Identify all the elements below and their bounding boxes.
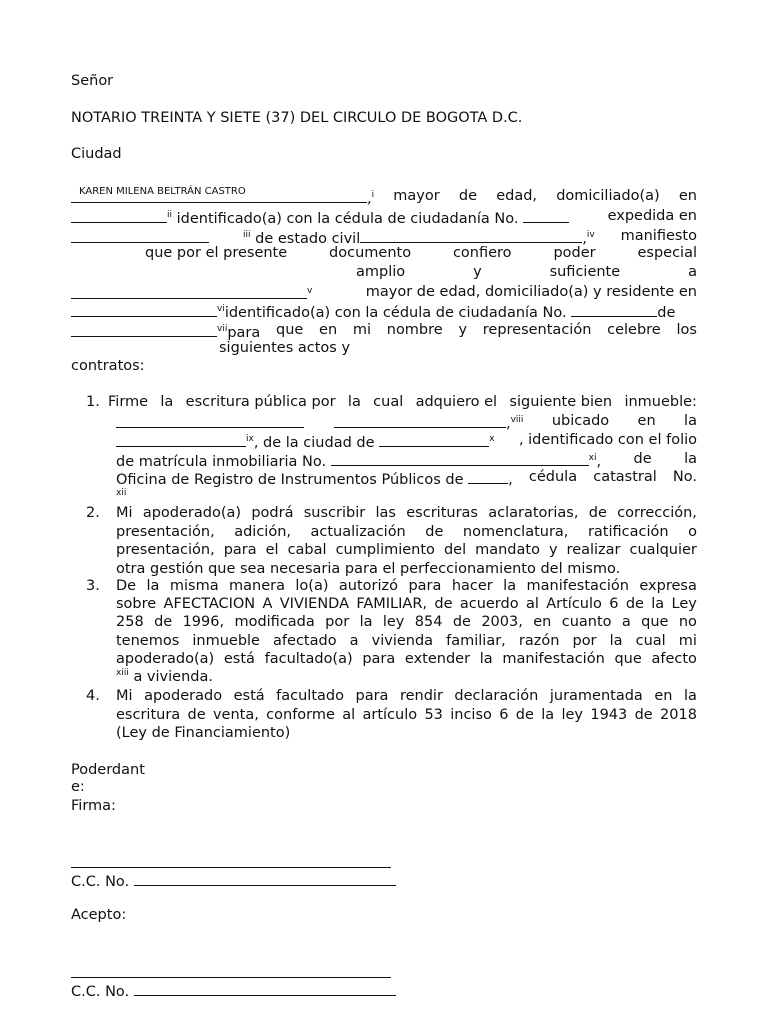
word: cual: [635, 632, 666, 649]
word: ley: [561, 706, 584, 723]
paragraph-line-8: $^{vii}$para que en mi nombre y representación celebre los: [71, 322, 697, 341]
word: para: [362, 650, 396, 667]
word: 1943: [590, 706, 628, 723]
word: sobre: [116, 596, 157, 613]
word: Mi: [116, 688, 133, 704]
item-4-line-3: [116, 725, 290, 741]
word: artículo: [362, 706, 418, 723]
word: A: [262, 596, 273, 613]
word: 2003,: [481, 614, 523, 631]
word: para: [355, 688, 389, 704]
word: facultado(a): [264, 650, 353, 667]
word: manera: [229, 578, 285, 594]
item-2-line-1: [116, 505, 697, 521]
word: que: [641, 614, 669, 631]
word: ley: [382, 614, 405, 631]
word: escritura: [116, 706, 181, 723]
word: la: [541, 706, 555, 723]
word: en: [533, 614, 552, 631]
word: Ley: [671, 596, 697, 613]
word: por: [325, 614, 350, 631]
grantor-name: KAREN MILENA BELTRÁN CASTRO: [79, 186, 246, 197]
word: Artículo: [546, 596, 602, 613]
word: apoderado(a): [116, 650, 215, 667]
word: apoderado: [144, 688, 223, 704]
word: corrección,: [617, 505, 697, 521]
word: la: [503, 578, 517, 594]
poderdante-label-1: Poderdant: [71, 762, 145, 778]
item-3-last-line: $^{xiii}$ a vivienda.: [116, 668, 213, 685]
word: de: [515, 706, 534, 723]
word: cualquier: [629, 542, 697, 558]
word: la: [651, 596, 665, 613]
word: presentación,: [116, 542, 215, 558]
paragraph-line-10: contratos:: [71, 358, 145, 374]
word: hacer: [451, 578, 493, 594]
word: las: [375, 505, 396, 521]
word: facultado: [276, 688, 344, 704]
cc-field-2: C.C. No.: [71, 981, 396, 1000]
word: realizar: [566, 542, 621, 558]
paragraph-line-3: $^{iii}$ de estado civil ,$^{iv}$ manifiesto: [71, 228, 697, 247]
word: ratificación: [587, 523, 669, 540]
word: presentación,: [116, 523, 215, 540]
word: vivienda: [371, 632, 434, 649]
item-1-line-1: Firme la escritura pública por la cual adquiero el siguiente bien inmueble:: [108, 394, 697, 410]
item-3-line-2: [116, 596, 697, 612]
word: por: [572, 632, 597, 649]
word: De: [116, 578, 137, 594]
item-3-line-4: [116, 633, 697, 649]
word: 6: [499, 706, 509, 723]
item-1-line-3: $^{ix}$, de la ciudad de $^x$ , identificado con el folio: [116, 432, 697, 451]
word: al: [525, 596, 539, 613]
item-1-line-4: de matrícula inmobiliaria No. $^{xi}$, de la: [116, 451, 697, 470]
grantor-name-blank: [71, 188, 367, 203]
word: de: [434, 596, 453, 613]
item-2-line-2: [116, 524, 697, 540]
item-2-line-4: [116, 561, 620, 577]
word: Mi: [116, 505, 133, 521]
word: aclaratorias,: [488, 505, 579, 521]
word: inciso: [450, 706, 492, 723]
signature-line: [71, 867, 391, 868]
word: de: [425, 523, 444, 540]
word: la: [359, 614, 373, 631]
word: apoderado(a): [142, 505, 242, 521]
note-xii: xii: [116, 488, 127, 498]
word: adición,: [234, 523, 291, 540]
word: suscribir: [303, 505, 366, 521]
word: autorizó: [338, 578, 399, 594]
word: no: [678, 614, 697, 631]
word: el: [265, 542, 279, 558]
paragraph-line-2: $^{ii}$ identificado(a) con la cédula de ciudadanía No. expedida en: [71, 208, 697, 227]
item-1-line-5: Oficina de Registro de Instrumentos Públicos de , cédula catastral No.: [116, 469, 697, 488]
word: está: [223, 650, 255, 667]
word: del: [443, 542, 467, 558]
paragraph-line-9: siguientes actos y: [219, 340, 351, 356]
word: conforme: [266, 706, 335, 723]
acepto-label: Acepto:: [71, 907, 127, 923]
word: 2018: [660, 706, 697, 723]
word: juramentada: [549, 688, 643, 704]
word: otra gestión que sea necesaria para el perfeccionamiento del mismo.: [116, 560, 621, 577]
word: que: [614, 650, 642, 667]
word: lo(a): [295, 578, 329, 594]
word: a: [621, 614, 631, 631]
word: 258: [116, 614, 144, 631]
item-3-line-1: [116, 578, 697, 594]
word: podrá: [251, 505, 294, 521]
word: la: [146, 578, 160, 594]
word: expresa: [639, 578, 697, 594]
paragraph-line-1: ,$^i$ mayor de edad, domiciliado(a) en: [71, 188, 697, 207]
word: (Ley de Financiamiento): [116, 725, 291, 741]
word: nomenclatura,: [462, 523, 569, 540]
word: de: [625, 596, 644, 613]
word: afectado: [273, 632, 337, 649]
item-2-line-3: [116, 542, 697, 558]
word: inmueble: [192, 632, 260, 649]
cc-field-1: C.C. No.: [71, 871, 396, 890]
word: VIVIENDA: [279, 596, 349, 613]
word: manifestación: [526, 578, 629, 594]
word: para: [408, 578, 442, 594]
word: modificada: [234, 614, 315, 631]
item-3-number: 3.: [86, 578, 100, 594]
paragraph-line-6: $^v$ mayor de edad, domiciliado(a) y residente en: [71, 284, 697, 303]
word: mi: [678, 632, 697, 649]
word: extender: [404, 650, 471, 667]
addressee: NOTARIO TREINTA Y SIETE (37) DEL CIRCULO DE BOGOTA D.C.: [71, 110, 523, 126]
firma-label: Firma:: [71, 798, 116, 814]
word: razón: [518, 632, 560, 649]
word: 6: [609, 596, 619, 613]
word: 53: [424, 706, 443, 723]
word: la: [683, 688, 697, 704]
word: o: [688, 523, 697, 540]
word: venta,: [212, 706, 259, 723]
word: de: [452, 614, 471, 631]
word: cuanto: [561, 614, 612, 631]
word: tenemos: [116, 632, 180, 649]
word: cabal: [287, 542, 327, 558]
word: 1996,: [182, 614, 225, 631]
word: escrituras: [406, 505, 478, 521]
word: a: [349, 632, 359, 649]
word: de: [187, 706, 206, 723]
word: mandato: [475, 542, 540, 558]
word: acuerdo: [459, 596, 519, 613]
acceptance-signature-line: [71, 977, 391, 978]
word: afecto: [651, 650, 697, 667]
word: al: [342, 706, 356, 723]
word: AFECTACION: [163, 596, 256, 613]
paragraph-line-7: $^{vi}$identificado(a) con la cédula de ciudadanía No. de: [71, 302, 697, 321]
word: para: [223, 542, 257, 558]
item-1-number: 1.: [86, 394, 100, 410]
word: declaración: [454, 688, 539, 704]
item-4-line-1: [116, 688, 697, 704]
word: está: [233, 688, 265, 704]
word: de: [634, 706, 653, 723]
city-label: Ciudad: [71, 146, 122, 162]
word: FAMILIAR,: [356, 596, 428, 613]
word: familiar,: [446, 632, 506, 649]
word: misma: [169, 578, 219, 594]
paragraph-line-5: amplio y suficiente a: [356, 264, 697, 280]
word: manifestación: [502, 650, 605, 667]
word: de: [154, 614, 173, 631]
word: la: [609, 632, 623, 649]
word: y: [548, 542, 558, 558]
item-3-line-5: [116, 651, 697, 667]
word: rendir: [399, 688, 443, 704]
item-2-number: 2.: [86, 505, 100, 521]
salutation: Señor: [71, 73, 114, 89]
item-4-number: 4.: [86, 688, 100, 704]
poderdante-label-2: e:: [71, 779, 85, 795]
item-3-line-3: [116, 614, 697, 630]
item-1-line-2: ,$^{viii}$ ubicado en la: [116, 413, 697, 432]
paragraph-line-4: que por el presente documento confiero poder especial: [145, 245, 697, 261]
word: la: [479, 650, 493, 667]
word: en: [654, 688, 673, 704]
word: cumplimiento: [335, 542, 435, 558]
word: 854: [414, 614, 443, 631]
word: actualización: [310, 523, 406, 540]
item-4-line-2: [116, 707, 697, 723]
word: de: [588, 505, 607, 521]
